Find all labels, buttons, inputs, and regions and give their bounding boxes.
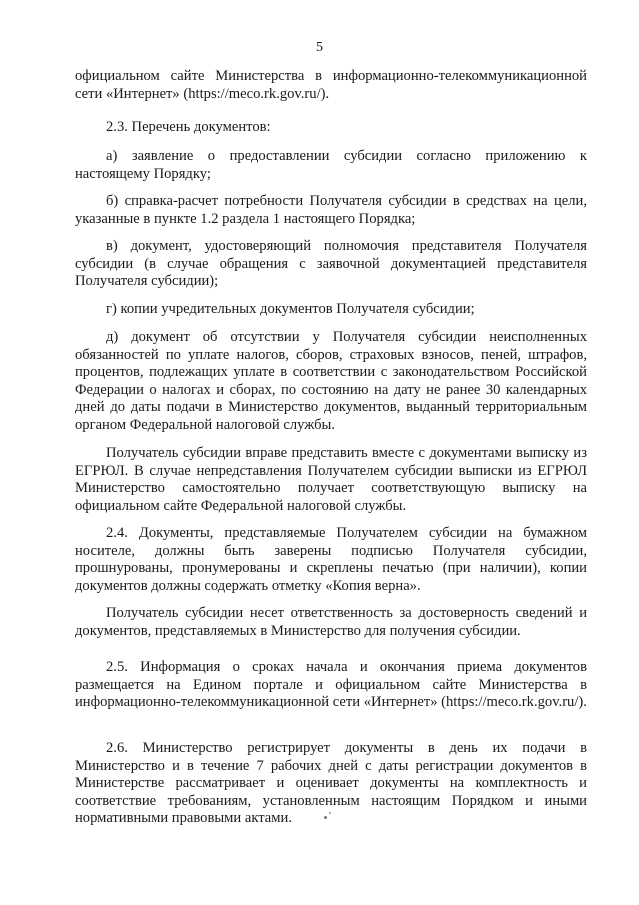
paragraph-section-2-4: 2.4. Документы, представляемые Получателем субсидии на бумажном носителе, должны быть заверены подписью Получателя субсидии, прошнурованы, пронумерованы и скреплены печатью (при наличии), копии документов должны содержать отметку «Копия верна».: [75, 525, 587, 594]
paragraph-section-2-5: 2.5. Информация о сроках начала и окончания приема документов размещается на Едином портале и официальном сайте Министерства в информационно-телекоммуникационной сети «Интернет» (https://meco.rk.gov.ru/).: [75, 659, 587, 711]
paragraph-item-d: д) документ об отсутствии у Получателя субсидии неисполненных обязанностей по уплате налогов, сборов, страховых взносов, пеней, штрафов, процентов, подлежащих уплате в соответствии с законодательством Российской Федерации о налогах и сборах, по состоянию на дату не ранее 30 календарных дней до даты подачи в Министерство документов, выданный территориальным органом Федеральной налоговой службы.: [75, 329, 587, 433]
scan-speck: [329, 812, 331, 814]
paragraph-item-b: б) справка-расчет потребности Получателя субсидии в средствах на цели, указанные в пункте 1.2 раздела 1 настоящего Порядка;: [75, 193, 587, 227]
paragraph-responsibility: Получатель субсидии несет ответственность за достоверность сведений и документов, представляемых в Министерство для получения субсидии.: [75, 605, 587, 639]
paragraph-continuation: официальном сайте Министерства в информационно-телекоммуникационной сети «Интернет» (https://meco.rk.gov.ru/).: [75, 68, 587, 102]
page-number: 5: [316, 40, 323, 55]
paragraph-section-2-3: 2.3. Перечень документов:: [106, 119, 271, 135]
paragraph-item-v: в) документ, удостоверяющий полномочия представителя Получателя субсидии (в случае обращения с заявочной документацией представителя Получателя субсидии);: [75, 238, 587, 290]
scan-speck: [324, 816, 327, 819]
paragraph-item-a: а) заявление о предоставлении субсидии согласно приложению к настоящему Порядку;: [75, 148, 587, 182]
paragraph-egrul: Получатель субсидии вправе представить вместе с документами выписку из ЕГРЮЛ. В случае непредставления Получателем субсидии выписки из ЕГРЮЛ Министерство самостоятельно получает соответствующую выписку на официальном сайте Федеральной налоговой службы.: [75, 445, 587, 514]
paragraph-section-2-6: 2.6. Министерство регистрирует документы в день их подачи в Министерство и в течение 7 рабочих дней с даты регистрации документов в Министерстве рассматривает и оценивает документы на комплектность и соответствие требованиям, установленным настоящим Порядком и иными нормативными правовыми актами.: [75, 740, 587, 827]
paragraph-item-g: г) копии учредительных документов Получателя субсидии;: [106, 301, 475, 317]
